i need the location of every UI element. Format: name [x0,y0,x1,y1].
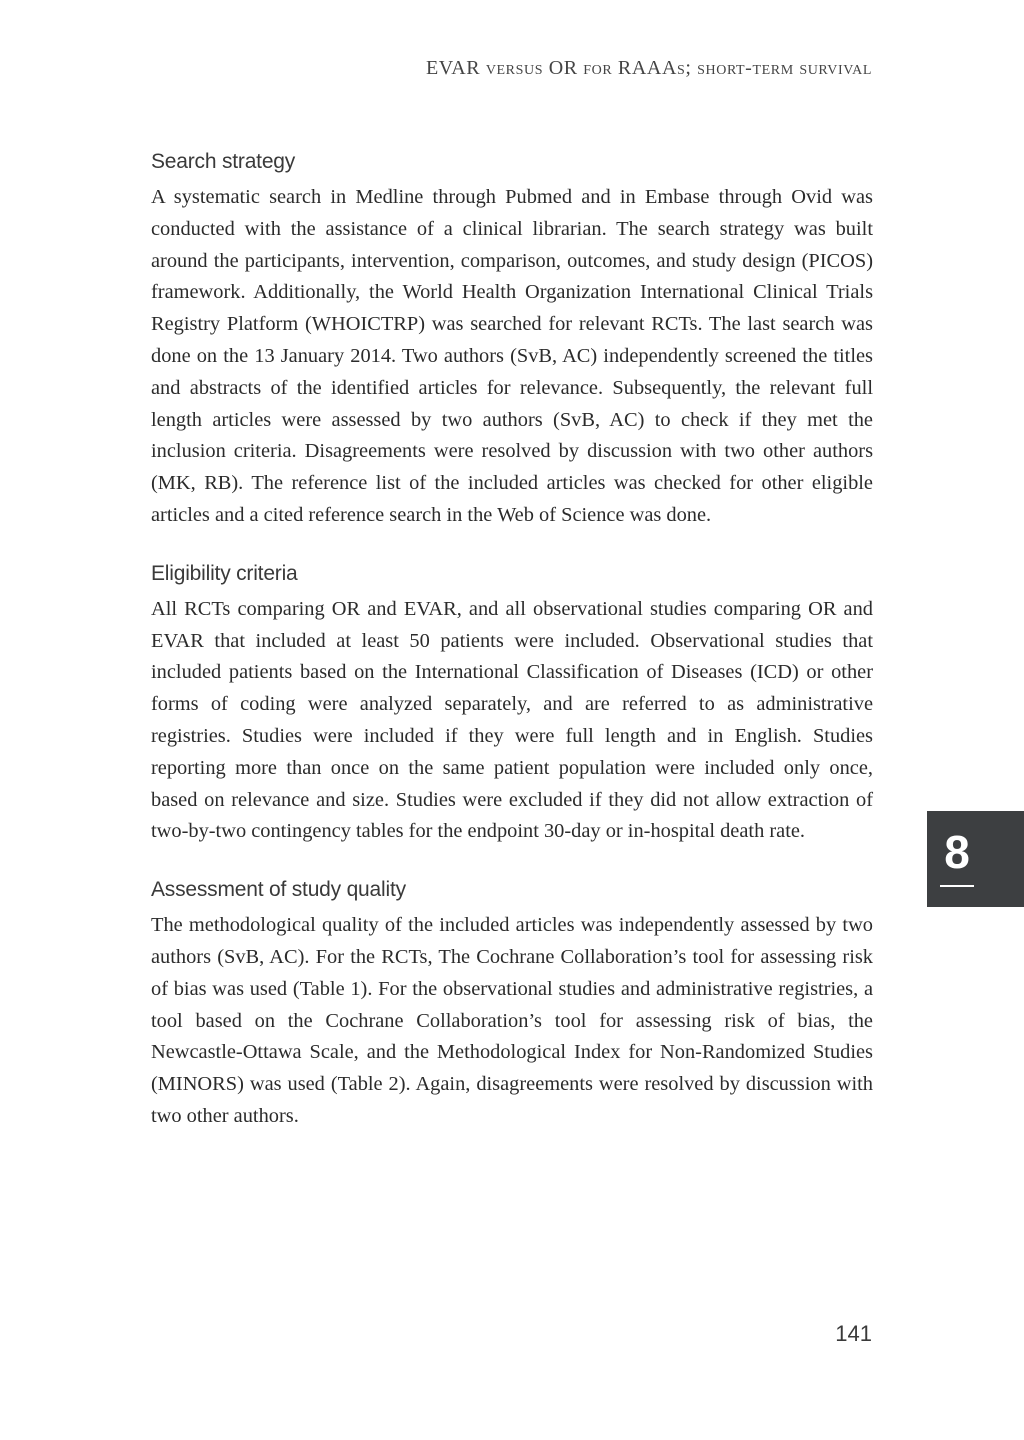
section-paragraph: All RCTs comparing OR and EVAR, and all observational studies comparing OR and EVAR that included at least 50 patients were included. Observational studies that included patients based on the International Classification of Diseases (ICD) or other forms of coding were analyzed separately, and are referred to as administrative registries. Studies were included if they were full length and in English. Studies reporting more than once on the same patient population were included only once, based on relevance and size. Studies were excluded if they did not allow extraction of two-by-two contingency tables for the endpoint 30-day or in-hospital death rate. [151,597,873,843]
page-number: 141 [835,1321,872,1346]
section-study-quality [151,874,873,1133]
chapter-number: 8 [944,826,970,878]
section-paragraph: The methodological quality of the included articles was independently assessed by two authors (SvB, AC). For the RCTs, The Cochrane Collaboration’s tool for assessing risk of bias was used (Table 1). For the observational studies and administrative registries, a tool based on the Cochrane Collaboration’s tool for assessing risk of bias, the Newcastle-Ottawa Scale, and the Methodological Index for Non-Randomized Studies (MINORS) was used (Table 2). Again, disagreements were resolved by discussion with two other authors. [151,914,873,1127]
running-head: EVAR versus OR for RAAAs; short-term survival [425,57,872,79]
chapter-tab [927,811,1024,907]
section-heading: Search strategy [151,150,296,173]
section-eligibility-criteria [151,558,873,848]
section-heading: Assessment of study quality [151,878,406,902]
section-search-strategy [151,146,873,532]
main-content [151,146,873,1159]
section-paragraph: A systematic search in Medline through Pubmed and in Embase through Ovid was conducted with the assistance of a clinical librarian. The search strategy was built around the participants, intervention, comparison, outcomes, and study design (PICOS) framework. Additionally, the World Health Organization International Clinical Trials Registry Platform (WHOICTRP) was searched for relevant RCTs. The last search was done on the 13 January 2014. Two authors (SvB, AC) independently screened the titles and abstracts of the identified articles for relevance. Subsequently, the relevant full length articles were assessed by two authors (SvB, AC) to check if they met the inclusion criteria. Disagreements were resolved by discussion with two other authors (MK, RB). The reference list of the included articles was checked for other eligible articles and a cited reference search in the Web of Science was done. [151,186,873,526]
chapter-underline [940,885,974,887]
section-heading: Eligibility criteria [151,561,298,585]
